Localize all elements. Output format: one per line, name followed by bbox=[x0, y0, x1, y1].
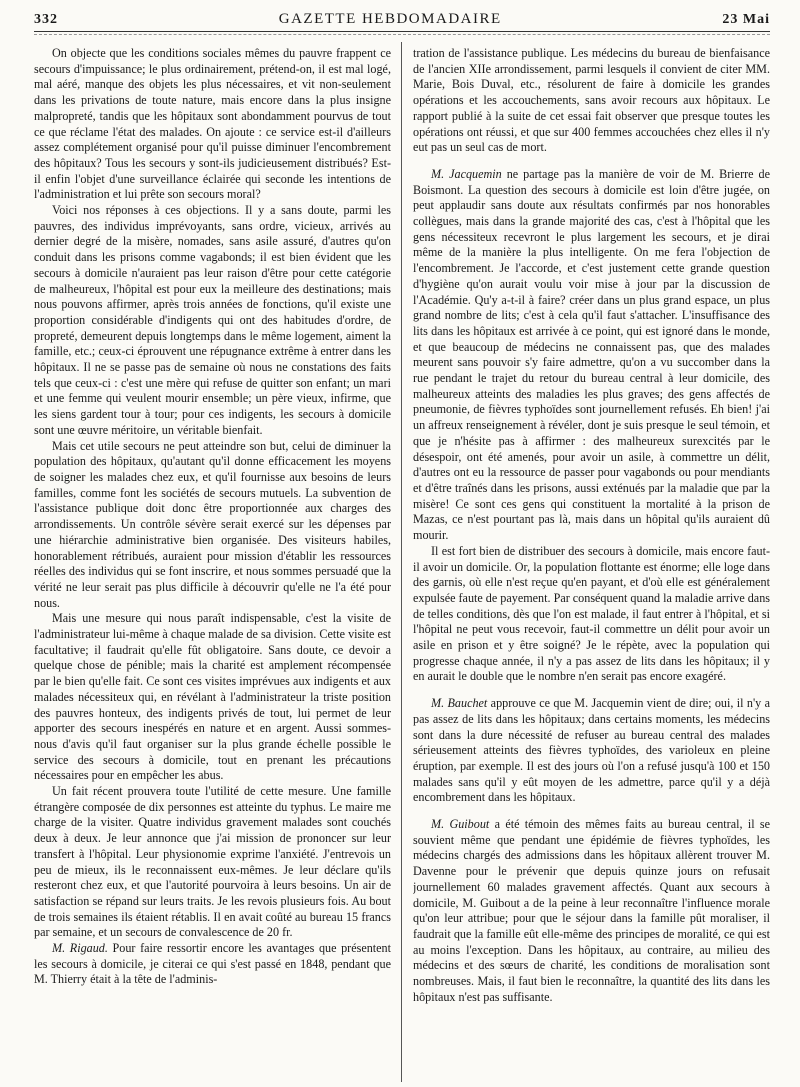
right-column bbox=[413, 46, 770, 1082]
journal-title: GAZETTE HEBDOMADAIRE bbox=[278, 11, 502, 27]
paragraph: On objecte que les conditions sociales mêmes du pauvre frappent ce secours d'impuissance; le plus ordinairement, prétend-on, il est mal logé, mal aéré, manque des objets les plus nécessaires, et vit non-seulement dans les privations de toute nature, mais encore dans la plus insigne malpropreté, tandis que les hôpitaux sont abondamment pourvus de tout ce que réclame l'état des malades. On ajoute : ce service est-il d'ailleurs assez complétement organisé pour qu'il puisse diminuer l'encombrement des hôpitaux? Tous les secours y sont-ils judicieusement distribués? Est-il enfin l'objet d'une surveillance éclairée qui seconde les intentions de l'administration et lui prête son secours moral? bbox=[34, 46, 391, 202]
paragraph: Voici nos réponses à ces objections. Il y a sans doute, parmi les pauvres, des individus imprévoyants, sans ordre, vicieux, arrivés au dernier degré de la misère, nomades, sans asile assuré, d'autres qu'on conduit dans les prisons comme vagabonds; il est bien évident que les secours à domicile n'auraient pas leur raison d'être pour cette catégorie de malheureux, l'hôpital est pour eux la meilleure des destinations; mais nous pouvons affirmer, après trois années de fonctions, qu'il existe une proportion considérable d'indigents qui ont des habitudes d'ordre, de propreté, demeurent depuis longtemps dans le même logement, aiment la famille, etc.; ceux-ci éprouvent une répugnance extrême à entrer dans les hôpitaux. Il ne se passe pas de semaine où nous ne constations des faits tels que ceux-ci : c'est une mère qui refuse de quitter son enfant; un mari et une femme qui veulent mourir ensemble; un père vieux, infirme, que les siens gardent tour à tour; pour ces indigents, les secours à domicile sont une œuvre méritoire, un véritable bienfait. bbox=[34, 203, 391, 437]
speaker-name: M. Guibout bbox=[431, 817, 490, 832]
speaker-name: M. Bauchet bbox=[431, 696, 488, 711]
paragraph: tration de l'assistance publique. Les médecins du bureau de bienfaisance de l'ancien XIIe arrondissement, parmi lesquels il convient de citer MM. Marie, Bois Duval, etc., résolurent de faire à domicile les grandes opérations et les accouchements, sans avoir recours aux hôpitaux. Le rapport publié à la suite de cet essai fait observer que presque toutes les opérations ont réussi, et que sur 400 femmes accouchées chez elles il n'y eut pas un seul cas de mort. bbox=[413, 46, 770, 155]
left-column bbox=[34, 46, 391, 1082]
speaker-name: M. Jacquemin bbox=[431, 166, 502, 181]
paragraph: Un fait récent prouvera toute l'utilité de cette mesure. Une famille étrangère composée de dix personnes est atteinte du typhus. Le maire me charge de la visiter. Quatre individus gravement malades sont couchés deux à deux. Je leur annonce que j'ai mission de prononcer sur leur transfert à l'hôpital. Leur physionomie exprime l'anxiété. J'entrevois un peu de mieux, ils le reconnaissent eux-mêmes. Je leur déclare qu'ils resteront chez eux, et que l'autorité pourvoira à leurs besoins. Un air de satisfaction se répand sur leurs traits. Je les revois plusieurs fois. Au bout de trois semaines ils étaient rétablis. Il en avait coûté au bureau 15 francs par semaine, et un secours de convalescence de 20 fr. bbox=[34, 784, 391, 940]
paragraph: Mais cet utile secours ne peut atteindre son but, celui de diminuer la population des hôpitaux, qu'autant qu'il donne efficacement les moyens de soigner les malades chez eux, et qu'il fournisse aux besoins de leurs familles, comme font les sociétés de secours mutuels. La subvention de l'assistance publique doit donc être proportionnée aux charges des arrondissements. Un contrôle sévère serait exercé sur les dépenses par une hiérarchie administrative bien organisée. Des visiteurs habiles, honorablement rétribués, auraient pour mission d'établir les ressources réelles des individus qui se font inscrire, et nous sommes persuadé que la vérité ne leur serait pas plus difficile à découvrir qu'elle ne l'a été pour nous. bbox=[34, 438, 391, 610]
paragraph: M. Guibout a été témoin des mêmes faits au bureau central, il se souvient même que pendant une épidémie de fièvres typhoïdes, les médecins chargés des admissions dans les hôpitaux allèrent trouver M. Davenne pour le prévenir que depuis quinze jours on refusait journellement 60 malades gravement affectés. Quant aux secours à domicile, M. Guibout a de la peine à leur reconnaître l'influence morale qu'on leur attribue; pour que le séjour dans la famille pût moraliser, il faudrait que la famille eût elle-même des principes de moralité, ce qui est au moins l'exception. Dans les hôpitaux, au contraire, au milieu des médecins et des sœurs de charité, les conditions de moralisation sont nombreuses. Mais, il faut bien le reconnaître, la quantité des lits dans les hôpitaux n'est pas suffisante. bbox=[413, 817, 770, 1004]
paragraph: Il est fort bien de distribuer des secours à domicile, mais encore faut-il avoir un domicile. Or, la population flottante est énorme; elle loge dans des garnis, où elle n'est reçue qu'en payant, et d'où elle est généralement expulsée faute de payement. Par conséquent quand la maladie arrive dans de telles conditions, dès que l'on est malade, il faut entrer à l'hôpital, et si l'hôpital ne peut vous recevoir, faut-il commettre un délit pour avoir un asile en prison et y être soigné? Je le répète, avec la population qui progresse chaque année, il n'y a pas assez de lits dans les hôpitaux; il y en aurait le double que le nombre n'en serait pas encore exagéré. bbox=[413, 543, 770, 684]
header-rule bbox=[34, 31, 770, 32]
paragraph: M. Rigaud. Pour faire ressortir encore les avantages que présentent les secours à domicile, je citerai ce qui s'est passé en 1848, pendant que M. Thierry était à la tête de l'adminis- bbox=[34, 941, 391, 987]
column-divider bbox=[401, 42, 402, 1082]
paragraph: Mais une mesure qui nous paraît indispensable, c'est la visite de l'administrateur lui-même à chaque malade de sa division. Cette visite est facultative; il faudrait qu'elle fût obligatoire. Sans doute, ce devoir a quelque chose de pénible; mais la charité est amplement récompensée par le bien qu'elle fait. Ce sont ces visites imprévues aux indigents et aux malades nécessiteux qui, en révélant à l'administrateur la triste position des pauvres honteux, des indigents privés de tout, lui permet de leur apporter des secours inespérés en nature et en argent. Aussi sommes-nous d'avis qu'il faut organiser sur la plus grande échelle possible le service des secours à domicile, tout en prenant les précautions nécessaires pour en empêcher les abus. bbox=[34, 611, 391, 783]
paragraph: M. Bauchet approuve ce que M. Jacquemin vient de dire; oui, il n'y a pas assez de lits dans les hôpitaux; dans certains moments, les médecins sont dans la dure nécessité de refuser au bureau central des malades sérieusement atteints des fièvres typhoïdes, des varioleux en pleine éruption, par exemple. Il est des jours où l'on a refusé jusqu'à 100 et 150 malades sans qu'il y eût moyen de les admettre, parce qu'il y a déjà encombrement dans les hôpitaux. bbox=[413, 696, 770, 805]
issue-date: 23 Mai bbox=[722, 12, 770, 27]
running-header bbox=[34, 4, 770, 28]
header-rule-secondary bbox=[34, 34, 770, 35]
page-number: 332 bbox=[34, 12, 58, 27]
paragraph: M. Jacquemin ne partage pas la manière de voir de M. Brierre de Boismont. La question des secours à domicile est loin d'être jugée, on peut applaudir sans doute aux résultats confirmés par nos honorables collègues, mais dans la grande majorité des cas, c'est à l'hôpital que les gens nécessiteux recevront le plus largement les secours, et je dirai même de la manière la plus intelligente. On me fera l'objection de l'encombrement. Je l'accorde, et c'est justement cette grande question d'hygiène qu'on aurait voulu voir mise à jour par la discussion de l'Académie. Qu'y a-t-il à faire? créer dans un plus grand espace, un plus grand nombre de lits; c'est à cela qu'il faut s'attacher. L'insuffisance des lits dans les hôpitaux est arrivée à ce point, qui est ignoré dans le monde, et que beaucoup de médecins ne connaissent pas, que des malades meurent sans pouvoir s'y faire admettre, qu'on a vu succomber dans la rue pendant le trajet du retour du bureau central à leur domicile, des malheureux atteints des maladies les plus graves; des gens affectés de pneumonie, de fièvres typhoïdes sont journellement refusés. Eh bien! j'ai un affreux renseignement à révéler, dont je suis presque le seul témoin, et que je n'hésite pas à affirmer : des malheureux surexcités par le désespoir, ont été amenés, pour avoir un asile, à commettre un délit, d'autres ont eu la ressource de passer pour vagabonds ou pour mendiants et d'être traînés dans les prisons, aussi exténués par la maladie que par la misère! Ce sont ces gens qui constituent la mortalité à la prison de Mazas, ce n'est pourtant pas là, mais dans un hôpital qu'ils auraient dû mourir. bbox=[413, 166, 770, 543]
speaker-name: M. Rigaud. bbox=[52, 941, 108, 956]
